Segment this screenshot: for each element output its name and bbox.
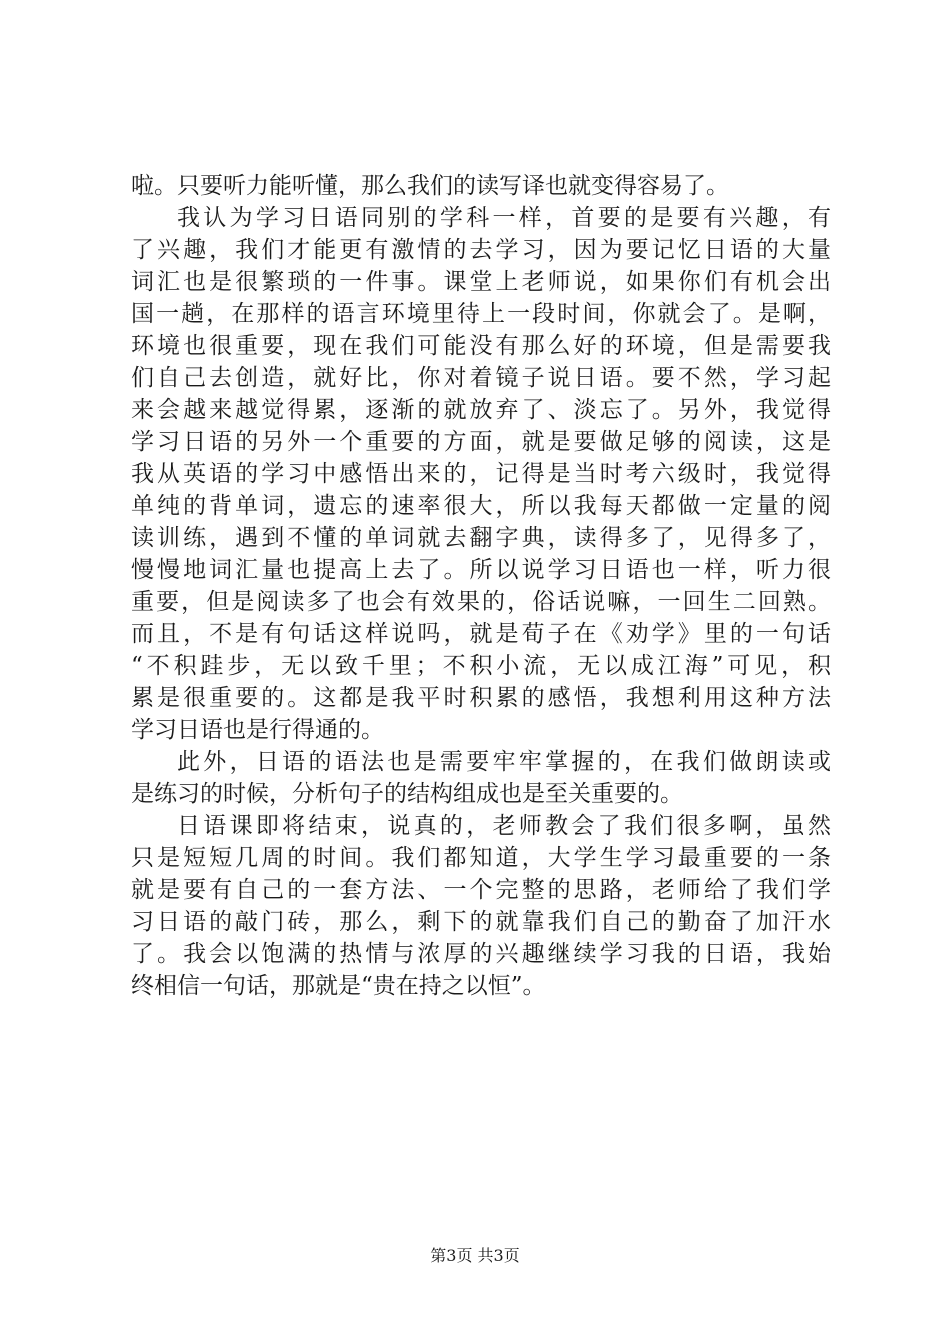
text-line: “不积跬步，无以致千里；不积小流，无以成江海”可见，积 — [131, 653, 831, 679]
text-line: 学习日语的另外一个重要的方面，就是要做足够的阅读，这是 — [131, 429, 831, 455]
text-line: 环境也很重要，现在我们可能没有那么好的环境，但是需要我 — [131, 333, 831, 359]
text-line: 国一趟，在那样的语言环境里待上一段时间，你就会了。是啊， — [131, 301, 831, 327]
text-line: 我从英语的学习中感悟出来的，记得是当时考六级时，我觉得 — [131, 461, 831, 487]
page-number-footer: 第3页 共3页 — [430, 1246, 520, 1265]
text-line: 就是要有自己的一套方法、一个完整的思路，老师给了我们学 — [131, 877, 831, 903]
text-line: 只是短短几周的时间。我们都知道，大学生学习最重要的一条 — [131, 845, 831, 871]
text-line: 而且，不是有句话这样说吗，就是荀子在《劝学》里的一句话 — [131, 621, 831, 647]
document-body — [131, 170, 831, 1002]
text-line: 此外，日语的语法也是需要牢牢掌握的，在我们做朗读或 — [177, 749, 831, 775]
text-line: 慢慢地词汇量也提高上去了。所以说学习日语也一样，听力很 — [131, 557, 831, 583]
text-line: 了兴趣，我们才能更有激情的去学习，因为要记忆日语的大量 — [131, 237, 831, 263]
text-line: 日语课即将结束，说真的，老师教会了我们很多啊，虽然 — [177, 813, 831, 839]
text-line: 重要，但是阅读多了也会有效果的，俗话说嘛，一回生二回熟。 — [131, 589, 831, 615]
text-line: 词汇也是很繁琐的一件事。课堂上老师说，如果你们有机会出 — [131, 269, 831, 295]
text-line: 我认为学习日语同别的学科一样，首要的是要有兴趣，有 — [177, 205, 831, 231]
text-line: 们自己去创造，就好比，你对着镜子说日语。要不然，学习起 — [131, 365, 831, 391]
text-line: 是练习的时候，分析句子的结构组成也是至关重要的。 — [131, 781, 683, 807]
text-line: 读训练，遇到不懂的单词就去翻字典，读得多了，见得多了， — [131, 525, 831, 551]
text-line: 单纯的背单词，遗忘的速率很大，所以我每天都做一定量的阅 — [131, 493, 831, 519]
text-line: 来会越来越觉得累，逐渐的就放弃了、淡忘了。另外，我觉得 — [131, 397, 831, 423]
text-line: 累是很重要的。这都是我平时积累的感悟，我想利用这种方法 — [131, 685, 831, 711]
text-line: 了。我会以饱满的热情与浓厚的兴趣继续学习我的日语，我始 — [131, 941, 831, 967]
text-line: 终相信一句话，那就是“贵在持之以恒”。 — [131, 973, 546, 999]
text-line: 啦。只要听力能听懂，那么我们的读写译也就变得容易了。 — [131, 173, 729, 199]
text-line: 学习日语也是行得通的。 — [131, 717, 384, 743]
text-line: 习日语的敲门砖，那么，剩下的就靠我们自己的勤奋了加汗水 — [131, 909, 831, 935]
